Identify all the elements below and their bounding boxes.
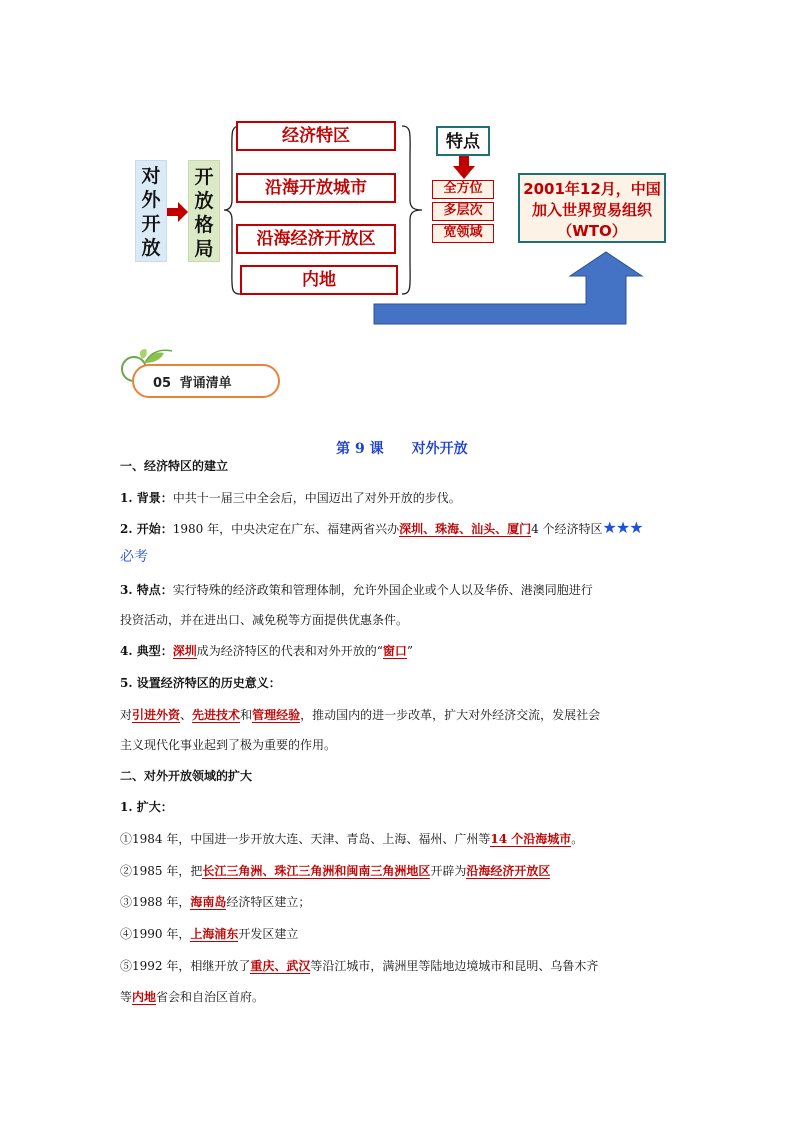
- keyword: 深圳、珠海、汕头、厦门: [399, 522, 532, 536]
- keyword: 引进外资: [132, 708, 181, 722]
- keyword: 重庆、武汉: [250, 959, 311, 973]
- item-box-coastal-cities: 沿海开放城市: [236, 173, 396, 203]
- pattern-box: 开 放 格 局: [188, 160, 220, 262]
- bent-arrow-icon: [370, 248, 650, 328]
- paragraph-background: 1. 背景：中共十一届三中全会后，中国迈出了对外开放的步伐。: [120, 491, 461, 505]
- list-item: ⑤1992 年，相继开放了重庆、武汉等沿江城市，满洲里等陆地边境城市和昆明、乌鲁木齐: [120, 959, 599, 973]
- list-item: ④1990 年，上海浦东开发区建立: [120, 927, 299, 941]
- lesson-title: 第 9 课 对外开放: [336, 441, 468, 457]
- keyword: 14 个沿海城市: [490, 832, 572, 846]
- keyword: 长江三角洲、珠江三角洲和闽南三角洲地区: [202, 864, 431, 878]
- keyword: 内地: [132, 990, 157, 1004]
- paragraph-significance: 对引进外资、先进技术和管理经验，推动国内的进一步改革，扩大对外经济交流，发展社会: [120, 708, 601, 722]
- list-item-continued: 等内地省会和自治区首府。: [120, 990, 265, 1004]
- feature-box-all-round: 全方位: [432, 180, 494, 199]
- list-item: ③1988 年，海南岛经济特区建立；: [120, 895, 311, 909]
- must-test-label: 必考: [120, 549, 148, 565]
- keyword: 上海浦东: [190, 927, 239, 941]
- heading-significance: 5. 设置经济特区的历史意义：: [120, 676, 281, 690]
- list-item: ①1984 年，中国进一步开放大连、天津、青岛、上海、福州、广州等14 个沿海城市。: [120, 832, 584, 846]
- item-box-sez: 经济特区: [236, 121, 396, 151]
- keyword: 窗口: [382, 644, 407, 658]
- root-box-open-to-world: 对 外 开 放: [135, 160, 167, 262]
- list-item: ②1985 年，把长江三角洲、珠江三角洲和闽南三角洲地区开辟为沿海经济开放区: [120, 864, 551, 878]
- heading-sez: 一、经济特区的建立: [120, 459, 229, 473]
- paragraph-start: 2. 开始：1980 年，中央决定在广东、福建两省兴办深圳、珠海、汕头、厦门4 个经济特区★★★: [120, 518, 643, 537]
- keyword: 海南岛: [190, 895, 227, 909]
- heading-expansion: 二、对外开放领域的扩大: [120, 769, 253, 783]
- item-box-inland: 内地: [240, 265, 398, 295]
- feature-box-multi-level: 多层次: [432, 202, 494, 221]
- feature-box-wide-field: 宽领域: [432, 224, 494, 243]
- heading-expand: 1. 扩大：: [120, 800, 173, 814]
- paragraph-typical: 4. 典型：深圳成为经济特区的代表和对外开放的“窗口”: [120, 644, 414, 658]
- arrow-down-icon: [452, 156, 476, 180]
- feature-title-box: 特点: [436, 126, 490, 156]
- item-box-coastal-zone: 沿海经济开放区: [236, 224, 396, 254]
- paragraph-significance-line2: 主义现代化事业起到了极为重要的作用。: [120, 738, 337, 752]
- keyword: 管理经验: [252, 708, 301, 722]
- keyword: 先进技术: [192, 708, 241, 722]
- wto-box: 2001年12月，中国加入世界贸易组织（WTO）: [518, 173, 666, 243]
- paragraph-features: 3. 特点：实行特殊的经济政策和管理体制，允许外国企业或个人以及华侨、港澳同胞进行: [120, 583, 593, 597]
- star-icon: ★★★: [602, 518, 643, 537]
- keyword: 沿海经济开放区: [466, 864, 551, 878]
- arrow-right-icon: [167, 201, 189, 223]
- keyword: 深圳: [172, 644, 197, 658]
- paragraph-features-line2: 投资活动，并在进出口、减免税等方面提供优惠条件。: [120, 613, 409, 627]
- section-badge-text: 05 背诵清单: [153, 376, 232, 391]
